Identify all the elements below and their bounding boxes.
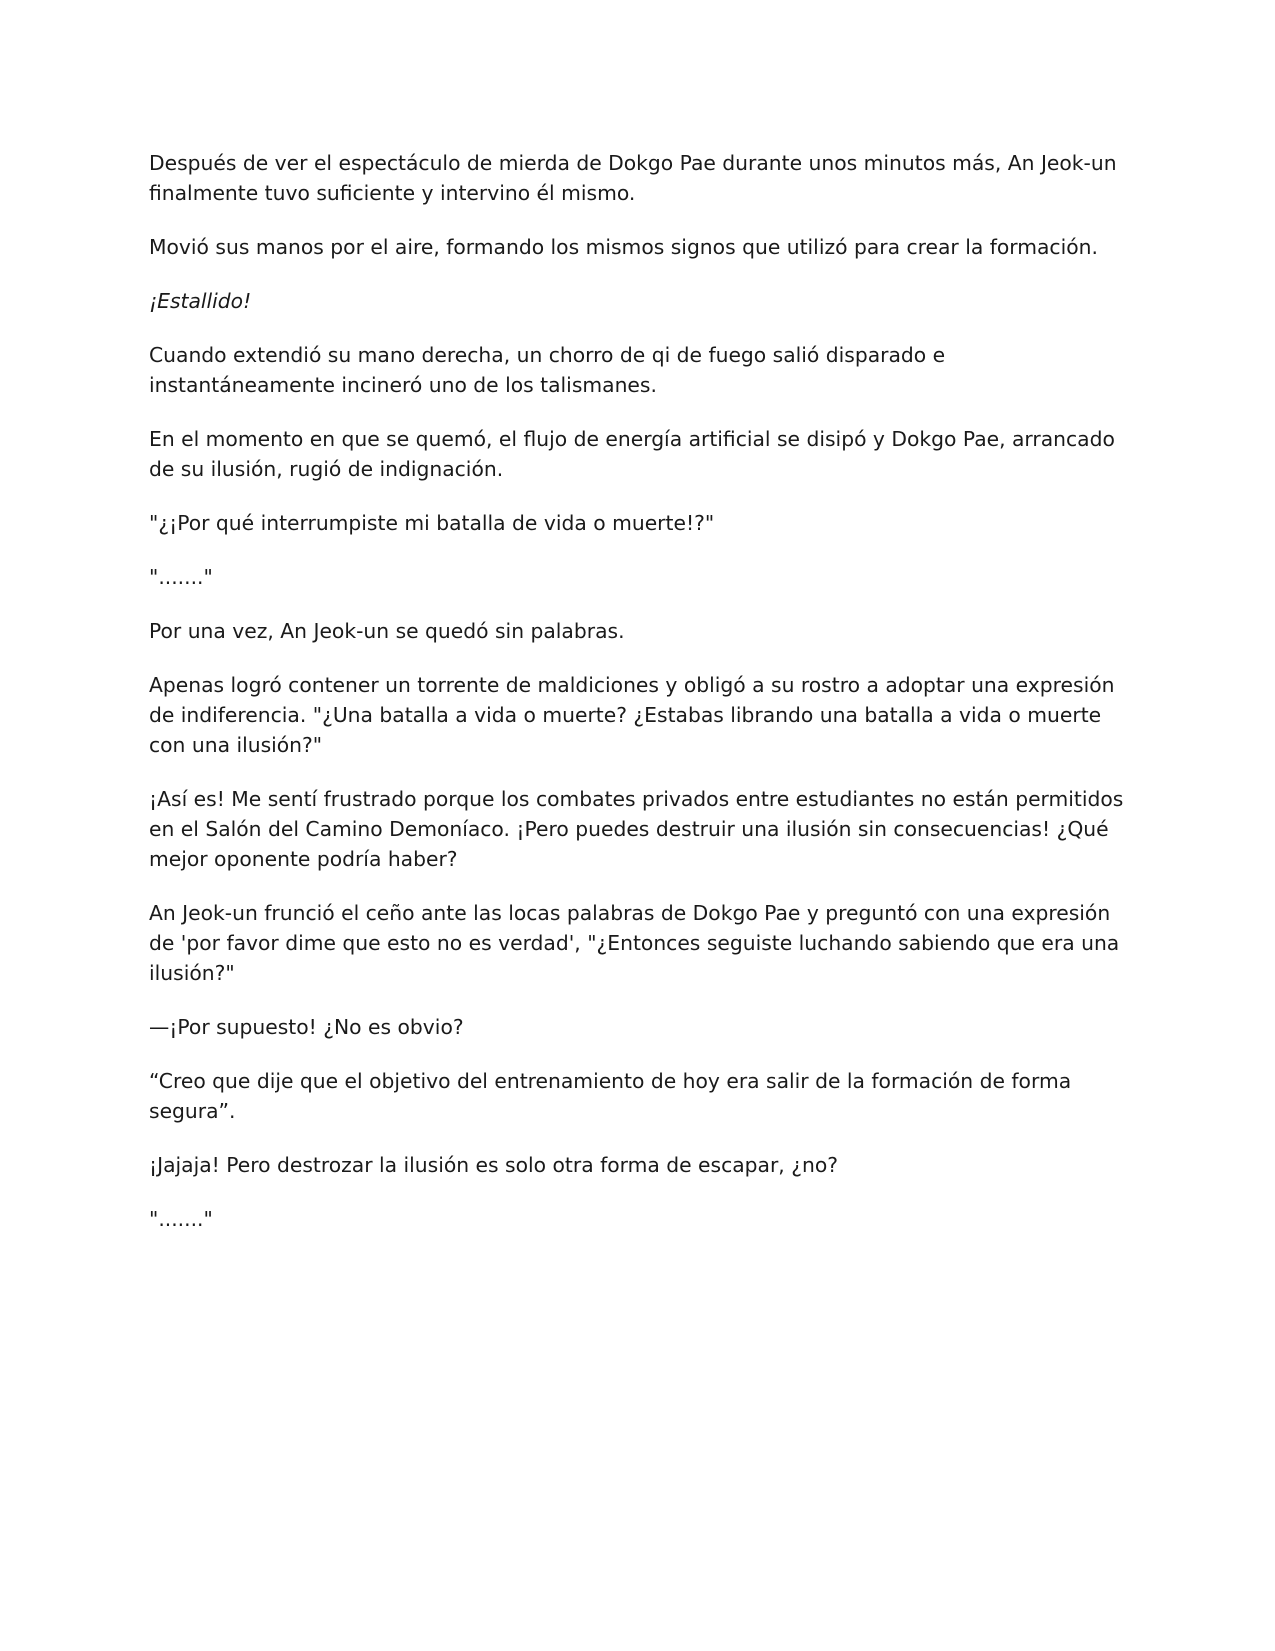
document-page [149, 148, 1129, 1258]
paragraph: Apenas logró contener un torrente de maldiciones y obligó a su rostro a adoptar una expresión de indiferencia. "¿Una batalla a vida o muerte? ¿Estabas librando una batalla a vida o muerte con una ilusión?" [149, 673, 1115, 757]
paragraph: Por una vez, An Jeok-un se quedó sin palabras. [149, 619, 625, 643]
dialogue: "......." [149, 1207, 213, 1231]
paragraph: ¡Así es! Me sentí frustrado porque los combates privados entre estudiantes no están permitidos en el Salón del Camino Demoníaco. ¡Pero puedes destruir una ilusión sin consecuencias! ¿Qué mejor oponente podría haber? [149, 787, 1124, 871]
paragraph: En el momento en que se quemó, el flujo de energía artificial se disipó y Dokgo Pae, arrancado de su ilusión, rugió de indignación. [149, 427, 1115, 481]
paragraph: Cuando extendió su mano derecha, un chorro de qi de fuego salió disparado e instantáneamente incineró uno de los talismanes. [149, 343, 946, 397]
sound-effect: ¡Estallido! [149, 289, 252, 313]
dialogue: "......." [149, 565, 213, 589]
dialogue: "¿¡Por qué interrumpiste mi batalla de vida o muerte!?" [149, 511, 715, 535]
dialogue: —¡Por supuesto! ¿No es obvio? [149, 1015, 464, 1039]
dialogue: ¡Jajaja! Pero destrozar la ilusión es solo otra forma de escapar, ¿no? [149, 1153, 838, 1177]
paragraph: An Jeok-un frunció el ceño ante las locas palabras de Dokgo Pae y preguntó con una expresión de 'por favor dime que esto no es verdad', "¿Entonces seguiste luchando sabiendo que era una ilusión?" [149, 901, 1120, 985]
paragraph: Movió sus manos por el aire, formando los mismos signos que utilizó para crear la formación. [149, 235, 1098, 259]
paragraph: Después de ver el espectáculo de mierda de Dokgo Pae durante unos minutos más, An Jeok-un finalmente tuvo suficiente y intervino él mismo. [149, 151, 1117, 205]
dialogue: “Creo que dije que el objetivo del entrenamiento de hoy era salir de la formación de forma segura”. [149, 1069, 1072, 1123]
